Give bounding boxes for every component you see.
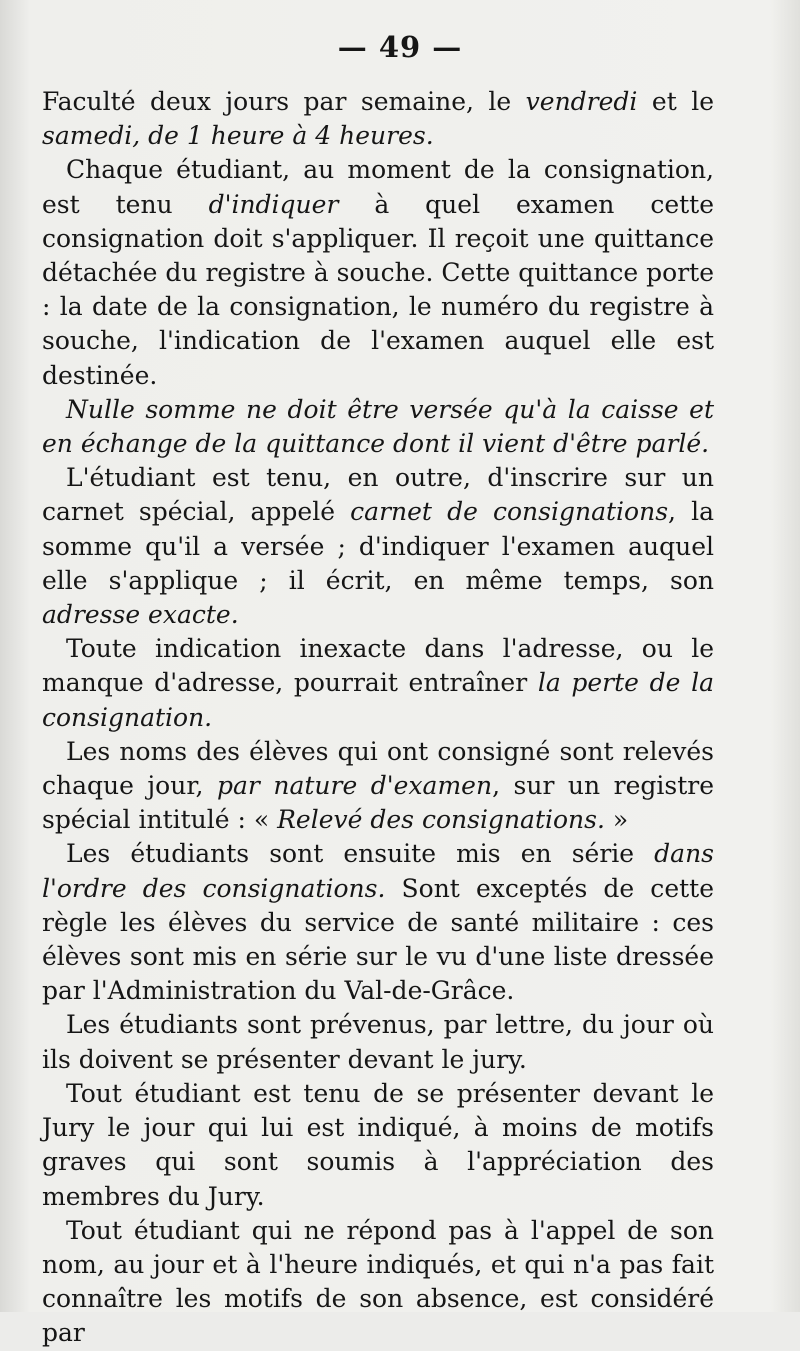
italic-text: vendredi [525,87,638,116]
text-run: et le [637,87,714,116]
text-run: Sont exceptés de cette règle les élèves du service de santé militaire : ces élèves sont mis en série sur le vu d'une liste dressée par l'Administration du Val-de-Grâce. [42,873,714,1006]
italic-text: par nature d'examen [217,771,493,801]
body-text [42,85,714,1351]
italic-text: Nulle somme ne doit être versée qu'à la caisse et en échange de la quittance dont il vient d'être parlé. [42,394,714,459]
paragraph [42,461,714,632]
paragraph [42,735,714,838]
text-run: Chaque étudiant, au moment de la consignation, est tenu [42,155,714,219]
paragraph [42,1214,714,1351]
text-run: , sur un registre spécial intitulé : « [42,771,714,835]
text-run: Tout étudiant est tenu de se présenter devant le Jury le jour qui lui est indiqué, à moins de motifs graves qui sont soumis à l'appréciation des membres du Jury. [42,1078,714,1211]
paragraph [42,1077,714,1214]
text-run: Les étudiants sont prévenus, par lettre, du jour où ils doivent se présenter devant le jury. [42,1010,714,1074]
text-run: Les étudiants sont ensuite mis en série [66,839,655,869]
text-run: à quel examen cette consignation doit s'appliquer. Il reçoit une quittance détachée du registre à souche. Cette quittance porte : la date de la consignation, le numéro du registre à souche, l'indication de l'examen auquel elle est destinée. [42,189,715,390]
italic-text: carnet de consignations [350,497,669,527]
italic-text: dans l'ordre des consignations. [42,839,714,903]
italic-text: adresse exacte. [42,600,239,630]
paragraph [42,153,714,392]
italic-text: Relevé des consignations. [277,805,605,835]
italic-text: la perte de la consignation. [42,668,714,732]
paragraph [42,632,714,735]
text-run: L'étudiant est tenu, en outre, d'inscrire sur un carnet spécial, appelé [42,463,714,527]
text-run: Les noms des élèves qui ont consigné sont relevés chaque jour, [42,736,714,801]
text-run: » [604,805,629,835]
paragraph [42,837,714,1008]
text-run: , la somme qu'il a versée ; d'indiquer l'examen auquel elle s'applique ; il écrit, en même temps, son [42,497,715,595]
paragraph [42,1008,714,1076]
italic-text: d'indiquer [208,189,339,219]
text-run: Tout étudiant qui ne répond pas à l'appel de son nom, au jour et à l'heure indiqués, et qui n'a pas fait connaître les motifs de son absence, est considéré par [42,1215,714,1348]
page-number: — 49 — [337,30,463,64]
paragraph [42,85,714,153]
paragraph [42,393,714,461]
italic-text: samedi, de 1 heure à 4 heures. [42,121,434,151]
text-run: Toute indication inexacte dans l'adresse, ou le manque d'adresse, pourrait entraîner [42,634,714,698]
text-run: Faculté deux jours par semaine, le [42,87,526,116]
